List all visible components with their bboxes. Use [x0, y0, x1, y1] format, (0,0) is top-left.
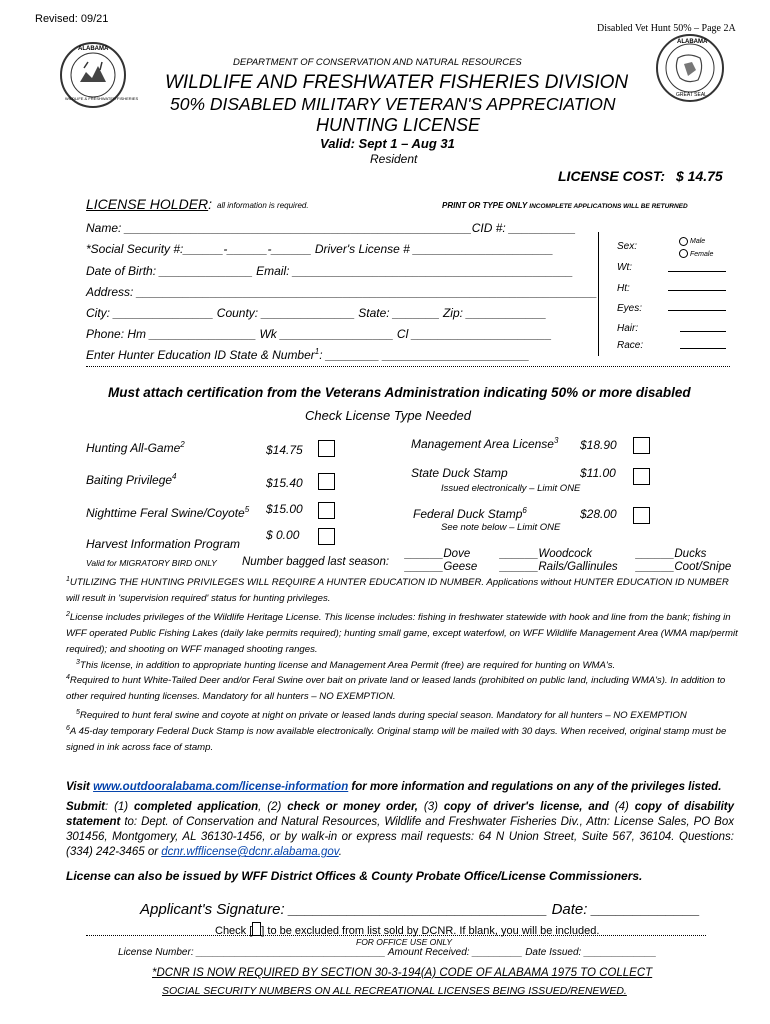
ssn-field[interactable]: *Social Security #:______-______-______ Driver's License # _____________________	[86, 242, 554, 256]
city-field[interactable]: City: _______________ County: ______________ State: _______ Zip: ____________	[86, 306, 547, 320]
height-field[interactable]	[668, 290, 726, 291]
male-label: Male	[690, 238, 706, 245]
license-label-hunting-all-game: Hunting All-Game$^2$	[86, 440, 185, 455]
ssn-notice-line2: SOCIAL SECURITY NUMBERS ON ALL RECREATIONAL LICENSES BEING ISSUED/RENEWED.	[162, 985, 627, 997]
state-duck-note: Issued electronically – Limit ONE	[441, 483, 581, 494]
exclude-checkbox[interactable]	[252, 922, 261, 936]
license-label-management-area: Management Area License$^3$	[411, 436, 559, 451]
checkbox-hunting-all-game[interactable]	[318, 440, 335, 457]
checkbox-hip[interactable]	[318, 528, 335, 545]
address-field[interactable]: Address: _____________________________________________________________________	[86, 285, 598, 299]
license-price-state-duck: $11.00	[580, 466, 616, 480]
license-price-federal-duck: $28.00	[580, 507, 617, 521]
eyes-field[interactable]	[668, 310, 726, 311]
office-fields: License Number: __________________________________ Amount Received: _________ Date Issued: _____________	[118, 947, 657, 958]
license-price-management-area: $18.90	[580, 438, 617, 452]
ssn-notice-line1: *DCNR IS NOW REQUIRED BY SECTION 30-3-194(A) CODE OF ALABAMA 1975 TO COLLECT	[152, 967, 653, 979]
state-seal-logo: ALABAMA GREAT SEAL	[656, 34, 724, 102]
checkbox-nighttime[interactable]	[318, 502, 335, 519]
license-subtitle: HUNTING LICENSE	[316, 115, 481, 135]
website-link[interactable]: www.outdooralabama.com/license-information	[93, 781, 349, 793]
cost-label: LICENSE COST:	[558, 168, 666, 184]
signature-field[interactable]: Applicant's Signature: _______________________________ Date: _____________	[140, 901, 701, 918]
submit-instructions: Submit: (1) completed application, (2) check or money order, (3) copy of driver's license, and (4) copy of disability statement to: Dept. of Conservation and Natural Resources, Wildlife and Freshwater Fisheries Div., Attn: License Sales, PO Box 301456, Montgomery, AL 36130-1456, or by walk-in or express mail requests: 64 N Union Street, Suite 567, 36104. Questions: (334) 242-3465 or dcnr.wfflicense@dcnr.alabama.gov.	[66, 801, 735, 858]
valid-dates: Valid: Sept 1 – Aug 31	[320, 136, 455, 151]
geese-field[interactable]: ______Geese	[405, 561, 478, 573]
weight-label: Wt:	[617, 262, 632, 273]
eyes-label: Eyes:	[617, 303, 643, 314]
wff-logo: ALABAMA WILDLIFE & FRESHWATER FISHERIES	[60, 42, 126, 108]
footnote-3: $^3$This license, in addition to appropriate hunting license and Management Area Permit (free) are required for hunting on WMA's.	[76, 658, 616, 671]
residency: Resident	[370, 152, 418, 166]
race-field[interactable]	[680, 348, 726, 349]
license-label-baiting: Baiting Privilege$^4$	[86, 472, 177, 487]
checkbox-federal-duck[interactable]	[633, 507, 650, 524]
page-label: Disabled Vet Hunt 50% – Page 2A	[597, 23, 736, 34]
dove-field[interactable]: ______Dove	[405, 548, 471, 560]
hunter-ed-field[interactable]: Enter Hunter Education ID State & Number$^1$: ________ ______________________	[86, 347, 530, 362]
visit-notice: Visit www.outdooralabama.com/license-information for more information and regulations on any of the privileges listed.	[66, 781, 722, 793]
holder-note: all information is required.	[217, 201, 309, 210]
license-price-hunting-all-game: $14.75	[266, 443, 303, 457]
hair-field[interactable]	[680, 331, 726, 332]
federal-duck-note: See note below – Limit ONE	[441, 522, 561, 533]
va-certification-notice: Must attach certification from the Veterans Administration indicating 50% or more disabled	[108, 385, 691, 400]
weight-field[interactable]	[668, 271, 726, 272]
license-title: 50% DISABLED MILITARY VETERAN'S APPRECIATION	[170, 94, 616, 114]
male-radio[interactable]	[679, 237, 688, 246]
woodcock-field[interactable]: ______Woodcock	[500, 548, 593, 560]
footnote-2: $^2$License includes privileges of the Wildlife Heritage License. This license includes: fishing in freshwater statewide with hook and line from the bank; fishing in WFF operated Public Fishing Lakes (daily lake permits required); hunting small game, except waterfowl, on WFF Wildlife Management Area (WMA map/permit required); and shooting on WFF managed shooting ranges.	[66, 610, 738, 655]
phone-field[interactable]: Phone: Hm ________________ Wk _________________ Cl _____________________	[86, 327, 552, 341]
checkbox-baiting[interactable]	[318, 473, 335, 490]
holder-heading: LICENSE HOLDER:	[86, 196, 213, 212]
ducks-field[interactable]: ______Ducks	[636, 548, 707, 560]
print-note: PRINT OR TYPE ONLY INCOMPLETE APPLICATIONS WILL BE RETURNED	[442, 201, 688, 210]
footnote-4: $^4$Required to hunt White-Tailed Deer and/or Feral Swine over bait on private land or leased lands (prohibited on public land, including WMA's). In addition to other required hunting licenses. Mandatory for all hunters – NO EXEMPTION.	[66, 673, 726, 702]
holder-bottom-rule	[86, 366, 730, 367]
footnote-6: $^6$A 45-day temporary Federal Duck Stamp is now available electronically. Original stamp will be mailed with 30 days. When received, original stamp must be signed in ink across face of stamp.	[66, 724, 727, 753]
checkbox-management-area[interactable]	[633, 437, 650, 454]
division-title: WILDLIFE AND FRESHWATER FISHERIES DIVISION	[165, 72, 629, 93]
cost-value: $ 14.75	[676, 168, 723, 184]
physical-divider	[598, 232, 599, 356]
rails-field[interactable]: ______Rails/Gallinules	[500, 561, 618, 573]
check-license-heading: Check License Type Needed	[305, 408, 471, 423]
footnote-1: $^1$UTILIZING THE HUNTING PRIVILEGES WILL REQUIRE A HUNTER EDUCATION ID NUMBER. Applications without HUNTER EDUCATION ID NUMBER will result in 'supervision required' status for hunting privileges.	[66, 575, 729, 604]
name-field[interactable]: Name: ____________________________________________________CID #: __________	[86, 221, 576, 235]
department-name: DEPARTMENT OF CONSERVATION AND NATURAL RESOURCES	[233, 57, 522, 68]
coot-field[interactable]: ______Coot/Snipe	[636, 561, 732, 573]
bagged-label: Number bagged last season:	[242, 556, 390, 568]
license-label-federal-duck: Federal Duck Stamp$^6$	[413, 506, 527, 521]
license-label-nighttime: Nighttime Feral Swine/Coyote$^5$	[86, 505, 250, 520]
issued-by-notice: License can also be issued by WFF District Offices & County Probate Office/License Commissioners.	[66, 869, 643, 883]
hair-label: Hair:	[617, 323, 639, 334]
office-rule	[86, 935, 706, 936]
checkbox-state-duck[interactable]	[633, 468, 650, 485]
license-price-nighttime: $15.00	[266, 502, 303, 516]
female-radio[interactable]	[679, 249, 688, 258]
sex-label: Sex:	[617, 241, 638, 252]
race-label: Race:	[617, 340, 644, 351]
footnote-5: $^5$Required to hunt feral swine and coyote at night on private or leased lands during special season. Mandatory for all hunters – NO EXEMPTION	[76, 708, 687, 721]
revised-date: Revised: 09/21	[35, 13, 109, 25]
license-price-baiting: $15.40	[266, 476, 303, 490]
migratory-note: Valid for MIGRATORY BIRD ONLY	[86, 558, 217, 568]
license-label-state-duck: State Duck Stamp	[411, 466, 508, 480]
female-label: Female	[690, 251, 714, 258]
license-price-hip: $ 0.00	[266, 528, 300, 542]
license-label-hip: Harvest Information Program	[86, 537, 241, 551]
exclude-option: Check [ ] to be excluded from list sold by DCNR. If blank, you will be included.	[215, 922, 599, 937]
office-use-label: FOR OFFICE USE ONLY	[356, 937, 453, 947]
dob-email-field[interactable]: Date of Birth: ______________ Email: __________________________________________	[86, 264, 574, 278]
height-label: Ht:	[617, 283, 630, 294]
email-link[interactable]: dcnr.wfflicense@dcnr.alabama.gov	[161, 846, 339, 858]
